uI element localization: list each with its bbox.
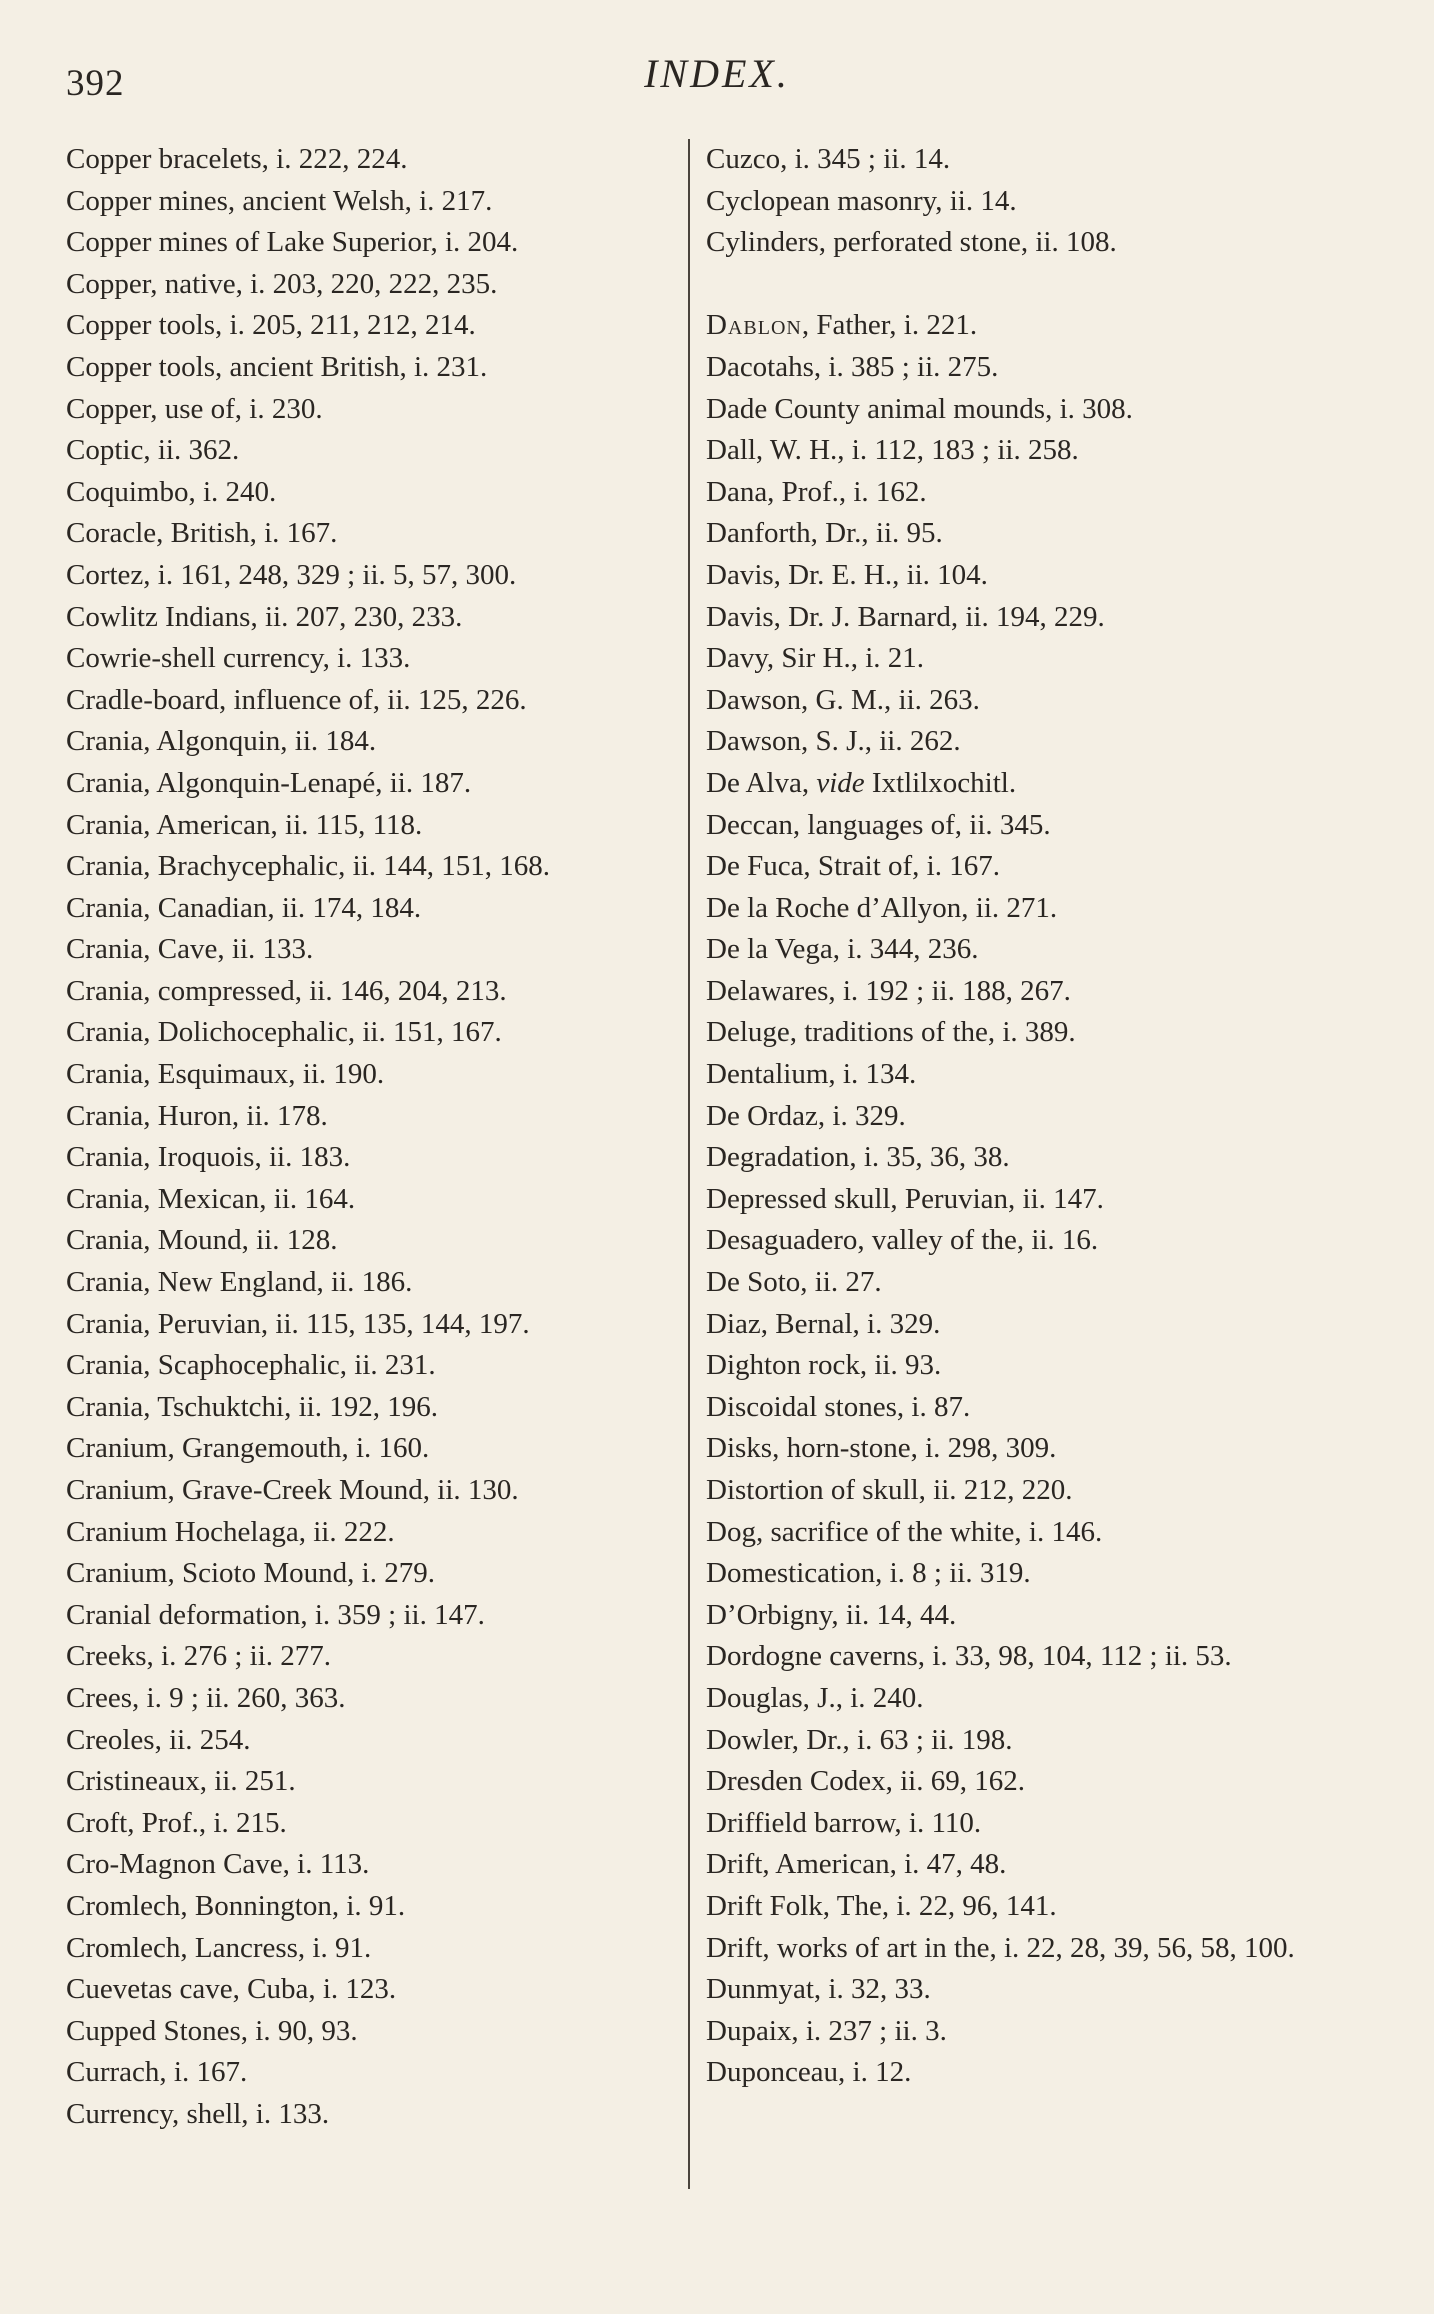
index-entry: Cuevetas cave, Cuba, i. 123. [66, 1973, 397, 2006]
index-entry: Crania, Iroquois, ii. 183. [66, 1141, 351, 1174]
index-entry: Dog, sacrifice of the white, i. 146. [706, 1515, 1103, 1548]
index-entry: Drift, American, i. 47, 48. [706, 1848, 1007, 1881]
index-entry: Danforth, Dr., ii. 95. [706, 517, 943, 550]
index-entry: Cupped Stones, i. 90, 93. [66, 2014, 358, 2047]
index-entry: Crania, Algonquin, ii. 184. [66, 725, 377, 758]
index-entry: Discoidal stones, i. 87. [706, 1390, 971, 1423]
index-entry: Crania, compressed, ii. 146, 204, 213. [66, 974, 507, 1007]
index-entry: Cranium Hochelaga, ii. 222. [66, 1515, 395, 1548]
index-entry: Cro-Magnon Cave, i. 113. [66, 1848, 370, 1881]
index-entry: Creeks, i. 276 ; ii. 277. [66, 1640, 332, 1673]
index-entry: Dighton rock, ii. 93. [706, 1349, 942, 1382]
entry-italic: vide [816, 766, 865, 799]
index-entry [706, 305, 1326, 347]
index-entry: Cortez, i. 161, 248, 329 ; ii. 5, 57, 300. [66, 558, 517, 591]
index-entry: Copper mines, ancient Welsh, i. 217. [66, 184, 493, 217]
index-entry: Copper, native, i. 203, 220, 222, 235. [66, 267, 498, 300]
left-column [66, 139, 672, 2136]
index-entry: Coquimbo, i. 240. [66, 475, 277, 508]
index-entry: Crania, Esquimaux, ii. 190. [66, 1058, 385, 1091]
index-entry: Copper mines of Lake Superior, i. 204. [66, 226, 519, 259]
index-entry: Copper tools, ancient British, i. 231. [66, 350, 488, 383]
index-entry: De la Vega, i. 344, 236. [706, 933, 979, 966]
index-entry: Disks, horn-stone, i. 298, 309. [706, 1432, 1057, 1465]
index-entry: D’Orbigny, ii. 14, 44. [706, 1598, 957, 1631]
index-entry: De Soto, ii. 27. [706, 1266, 882, 1299]
column-rule [688, 139, 690, 2189]
index-entry: Douglas, J., i. 240. [706, 1681, 924, 1714]
index-entry: Dresden Codex, ii. 69, 162. [706, 1765, 1025, 1798]
index-entry: Dawson, G. M., ii. 263. [706, 683, 980, 716]
index-entry: Cylinders, perforated stone, ii. 108. [706, 226, 1117, 259]
index-entry: Cristineaux, ii. 251. [66, 1765, 296, 1798]
index-entry: Cromlech, Bonnington, i. 91. [66, 1889, 406, 1922]
index-entry: Crania, New England, ii. 186. [66, 1266, 413, 1299]
index-entry: Crania, Mound, ii. 128. [66, 1224, 338, 1257]
index-entry: Dade County animal mounds, i. 308. [706, 392, 1133, 425]
index-entry: Drift, works of art in the, i. 22, 28, 39, 56, 58, 100. [706, 1931, 1295, 1964]
index-entry: Crania, Tschuktchi, ii. 192, 196. [66, 1390, 438, 1423]
index-entry: Dana, Prof., i. 162. [706, 475, 927, 508]
index-entry: Cowrie-shell currency, i. 133. [66, 642, 411, 675]
index-entry: Dordogne caverns, i. 33, 98, 104, 112 ; ii. 53. [706, 1640, 1232, 1673]
entry-headword-smallcaps: Dablon [706, 309, 802, 342]
right-list-b [706, 805, 1326, 2094]
index-entry: Drift Folk, The, i. 22, 96, 141. [706, 1889, 1057, 1922]
index-entry: Dupaix, i. 237 ; ii. 3. [706, 2014, 947, 2047]
index-entry: Dall, W. H., i. 112, 183 ; ii. 258. [706, 434, 1079, 467]
index-entry: Coracle, British, i. 167. [66, 517, 338, 550]
index-entry: Cromlech, Lancress, i. 91. [66, 1931, 372, 1964]
index-entry: Desaguadero, valley of the, ii. 16. [706, 1224, 1099, 1257]
index-entry: Cranium, Grangemouth, i. 160. [66, 1432, 430, 1465]
index-entry: Duponceau, i. 12. [706, 2056, 912, 2089]
right-column [706, 139, 1326, 2094]
index-entry: Dawson, S. J., ii. 262. [706, 725, 961, 758]
index-entry: Deluge, traditions of the, i. 389. [706, 1016, 1076, 1049]
index-entry: Driffield barrow, i. 110. [706, 1806, 982, 1839]
index-entry: Cranial deformation, i. 359 ; ii. 147. [66, 1598, 485, 1631]
index-entry: Crania, Brachycephalic, ii. 144, 151, 168. [66, 850, 551, 883]
index-entry: Creoles, ii. 254. [66, 1723, 251, 1756]
right-top-list [706, 139, 1326, 264]
index-entry: Crania, Huron, ii. 178. [66, 1099, 328, 1132]
index-entry: De Ordaz, i. 329. [706, 1099, 906, 1132]
index-entry: Davy, Sir H., i. 21. [706, 642, 925, 675]
index-entry: Diaz, Bernal, i. 329. [706, 1307, 941, 1340]
index-entry: Dunmyat, i. 32, 33. [706, 1973, 931, 2006]
index-entry: Depressed skull, Peruvian, ii. 147. [706, 1182, 1104, 1215]
index-entry: Crees, i. 9 ; ii. 260, 363. [66, 1681, 346, 1714]
index-entry: Cradle-board, influence of, ii. 125, 226. [66, 683, 527, 716]
index-entry: Crania, Mexican, ii. 164. [66, 1182, 356, 1215]
running-head: INDEX. [644, 51, 790, 96]
index-entry: Domestication, i. 8 ; ii. 319. [706, 1557, 1031, 1590]
index-entry: Dowler, Dr., i. 63 ; ii. 198. [706, 1723, 1013, 1756]
index-entry: Crania, Cave, ii. 133. [66, 933, 314, 966]
index-entry: Delawares, i. 192 ; ii. 188, 267. [706, 974, 1071, 1007]
index-entry: Davis, Dr. J. Barnard, ii. 194, 229. [706, 600, 1105, 633]
index-entry: De Fuca, Strait of, i. 167. [706, 850, 1000, 883]
index-entry: Crania, American, ii. 115, 118. [66, 808, 423, 841]
index-entry: Coptic, ii. 362. [66, 434, 240, 467]
index-entry: Cyclopean masonry, ii. 14. [706, 184, 1017, 217]
index-entry: Cranium, Grave-Creek Mound, ii. 130. [66, 1474, 519, 1506]
entry-text: , Father, i. 221. [801, 309, 978, 342]
entry-text: Ixtlilxochitl. [864, 766, 1017, 799]
index-entry: Crania, Dolichocephalic, ii. 151, 167. [66, 1016, 502, 1049]
index-entry: Copper, use of, i. 230. [66, 392, 323, 425]
index-entry: Croft, Prof., i. 215. [66, 1806, 287, 1839]
index-entry: Deccan, languages of, ii. 345. [706, 808, 1051, 841]
index-entry: Cowlitz Indians, ii. 207, 230, 233. [66, 600, 463, 633]
index-entry [706, 763, 1326, 805]
index-entry: Dacotahs, i. 385 ; ii. 275. [706, 350, 999, 383]
section-gap [706, 264, 1326, 306]
index-entry: Cranium, Scioto Mound, i. 279. [66, 1557, 435, 1590]
index-entry: Cuzco, i. 345 ; ii. 14. [706, 143, 951, 175]
index-entry: De la Roche d’Allyon, ii. 271. [706, 891, 1058, 924]
index-entry: Copper tools, i. 205, 211, 212, 214. [66, 309, 476, 342]
index-entry: Crania, Scaphocephalic, ii. 231. [66, 1349, 436, 1382]
index-entry: Degradation, i. 35, 36, 38. [706, 1141, 1010, 1174]
right-list-a [706, 347, 1326, 763]
index-entry: Crania, Algonquin-Lenapé, ii. 187. [66, 766, 472, 799]
index-entry: Currency, shell, i. 133. [66, 2097, 330, 2130]
index-entry: Distortion of skull, ii. 212, 220. [706, 1474, 1073, 1506]
index-entry: Crania, Peruvian, ii. 115, 135, 144, 197. [66, 1307, 530, 1340]
page-number: 392 [66, 63, 125, 104]
entry-text: De Alva, [706, 766, 817, 799]
index-entry: Crania, Canadian, ii. 174, 184. [66, 891, 422, 924]
index-entry: Copper bracelets, i. 222, 224. [66, 143, 408, 175]
index-entry: Davis, Dr. E. H., ii. 104. [706, 558, 988, 591]
index-entry: Dentalium, i. 134. [706, 1058, 917, 1091]
index-entry: Currach, i. 167. [66, 2056, 248, 2089]
